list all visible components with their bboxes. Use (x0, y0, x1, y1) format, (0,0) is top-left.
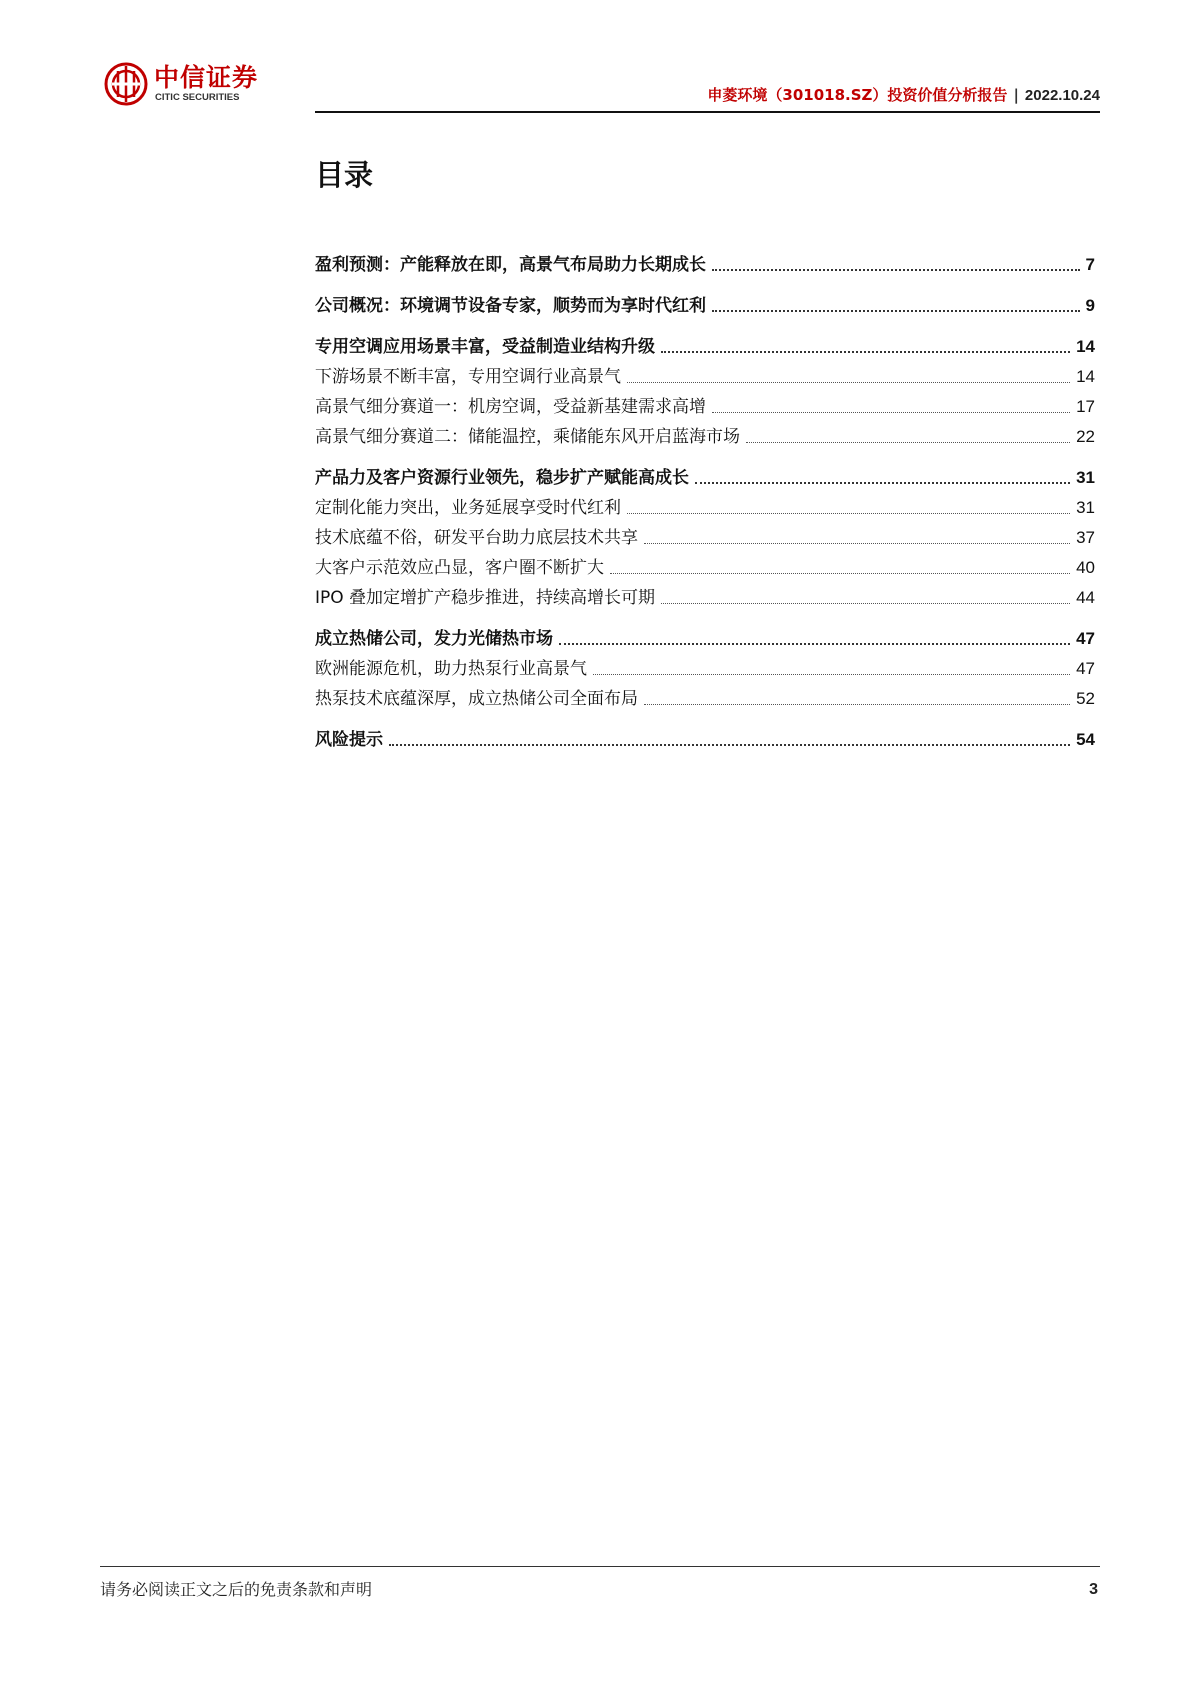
toc-entry-page: 14 (1076, 337, 1095, 356)
toc-leader-dots (559, 643, 1070, 645)
toc-entry-page: 47 (1076, 629, 1095, 648)
toc-entry-title: 高景气细分赛道一：机房空调，受益新基建需求高增 (315, 397, 706, 417)
toc-entry-page: 44 (1076, 588, 1095, 607)
toc-subsection-entry[interactable] (315, 489, 1095, 519)
toc-leader-dots (627, 382, 1070, 383)
citic-logo-icon (104, 62, 148, 106)
toc-entry-title: 成立热储公司，发力光储热市场 (315, 629, 553, 649)
logo-en-text: CITIC SECURITIES (155, 92, 240, 103)
toc-leader-dots (712, 412, 1070, 413)
toc-subsection-entry[interactable] (315, 418, 1095, 448)
toc-entry-title: 产品力及客户资源行业领先，稳步扩产赋能高成长 (315, 468, 689, 488)
toc-leader-dots (661, 351, 1070, 353)
toc-section-entry[interactable] (315, 459, 1095, 489)
toc-entry-title: 大客户示范效应凸显，客户圈不断扩大 (315, 558, 604, 578)
toc-leader-dots (644, 543, 1070, 544)
citic-logo (104, 62, 264, 110)
toc-entry-title: 盈利预测：产能释放在即，高景气布局助力长期成长 (315, 255, 706, 275)
toc-leader-dots (593, 674, 1070, 675)
toc-leader-dots (746, 442, 1070, 443)
toc-leader-dots (644, 704, 1070, 705)
toc-section-entry[interactable] (315, 328, 1095, 358)
toc-leader-dots (695, 482, 1070, 484)
toc-entry-page: 17 (1076, 397, 1095, 416)
toc-entry-title: 热泵技术底蕴深厚，成立热储公司全面布局 (315, 689, 638, 709)
toc-entry-page: 52 (1076, 689, 1095, 708)
toc-section-entry[interactable] (315, 620, 1095, 650)
table-of-contents (315, 246, 1095, 751)
toc-entry-title: IPO 叠加定增扩产稳步推进，持续高增长可期 (315, 588, 656, 608)
logo-cn-text: 中信证券 (154, 63, 259, 92)
toc-entry-page: 47 (1076, 659, 1095, 678)
toc-entry-page: 31 (1076, 468, 1095, 487)
header-rule (315, 111, 1100, 113)
toc-entry-page: 9 (1085, 296, 1095, 315)
toc-leader-dots (627, 513, 1070, 514)
footer-disclaimer: 请务必阅读正文之后的免责条款和声明 (100, 1580, 373, 1599)
toc-leader-dots (712, 310, 1080, 312)
toc-subsection-entry[interactable] (315, 549, 1095, 579)
toc-subsection-entry[interactable] (315, 680, 1095, 710)
footer-rule (100, 1566, 1100, 1567)
toc-subsection-entry[interactable] (315, 519, 1095, 549)
toc-entry-page: 7 (1085, 255, 1095, 274)
toc-section-entry[interactable] (315, 287, 1095, 317)
toc-entry-page: 31 (1076, 498, 1095, 517)
toc-section-entry[interactable] (315, 721, 1095, 751)
toc-entry-page: 22 (1076, 427, 1095, 446)
toc-subsection-entry[interactable] (315, 388, 1095, 418)
toc-entry-title: 专用空调应用场景丰富，受益制造业结构升级 (315, 337, 655, 357)
toc-entry-title: 风险提示 (315, 730, 383, 750)
toc-entry-title: 公司概况：环境调节设备专家，顺势而为享时代红利 (315, 296, 706, 316)
toc-section-entry[interactable] (315, 246, 1095, 276)
report-title: 申菱环境（301018.SZ）投资价值分析报告 (707, 86, 1008, 104)
toc-entry-title: 欧洲能源危机，助力热泵行业高景气 (315, 659, 587, 679)
toc-entry-title: 高景气细分赛道二：储能温控，乘储能东风开启蓝海市场 (315, 427, 740, 447)
toc-entry-page: 54 (1076, 730, 1095, 749)
toc-entry-title: 定制化能力突出，业务延展享受时代红利 (315, 498, 621, 518)
toc-leader-dots (661, 603, 1070, 604)
toc-leader-dots (610, 573, 1070, 574)
toc-leader-dots (389, 744, 1070, 746)
report-date: 2022.10.24 (1024, 87, 1100, 104)
toc-entry-page: 37 (1076, 528, 1095, 547)
report-header (707, 85, 1100, 106)
toc-subsection-entry[interactable] (315, 358, 1095, 388)
toc-leader-dots (712, 269, 1080, 271)
toc-subsection-entry[interactable] (315, 650, 1095, 680)
toc-title: 目录 (315, 158, 374, 192)
toc-entry-title: 下游场景不断丰富，专用空调行业高景气 (315, 367, 621, 387)
toc-entry-page: 40 (1076, 558, 1095, 577)
toc-subsection-entry[interactable] (315, 579, 1095, 609)
header-separator: | (1013, 86, 1019, 104)
toc-entry-title: 技术底蕴不俗，研发平台助力底层技术共享 (315, 528, 638, 548)
page-number: 3 (1089, 1581, 1098, 1598)
toc-entry-page: 14 (1076, 367, 1095, 386)
